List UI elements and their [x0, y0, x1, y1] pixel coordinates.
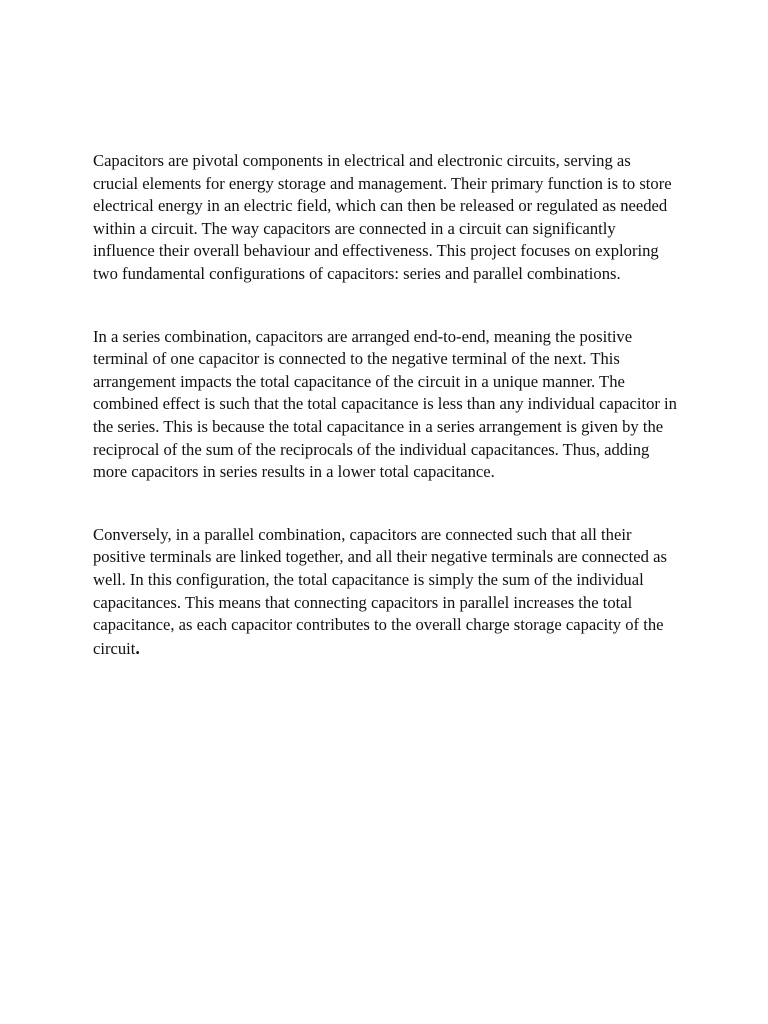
paragraph-parallel-text: Conversely, in a parallel combination, capacitors are connected such that all their positive terminals are linked together, and all their negative terminals are connected as well. In this configuration, the total capacitance is simply the sum of the individual capacitances. This means that connecting capacitors in parallel increases the total capacitance, as each capacitor contributes to the overall charge storage capacity of the circuit	[93, 524, 667, 658]
paragraph-parallel	[93, 524, 678, 661]
paragraph-series: In a series combination, capacitors are arranged end-to-end, meaning the positive terminal of one capacitor is connected to the negative terminal of the next. This arrangement impacts the total capacitance of the circuit in a unique manner. The combined effect is such that the total capacitance is less than any individual capacitor in the series. This is because the total capacitance in a series arrangement is given by the reciprocal of the sum of the reciprocals of the individual capacitances. Thus, adding more capacitors in series results in a lower total capacitance.	[93, 326, 677, 482]
paragraph-intro: Capacitors are pivotal components in electrical and electronic circuits, serving as crucial elements for energy storage and management. Their primary function is to store electrical energy in an electric field, which can then be released or regulated as needed within a circuit. The way capacitors are connected in a circuit can significantly influence their overall behaviour and effectiveness. This project focuses on exploring two fundamental configurations of capacitors: series and parallel combinations.	[93, 151, 672, 283]
final-period: .	[135, 637, 140, 658]
document-body	[93, 150, 678, 660]
